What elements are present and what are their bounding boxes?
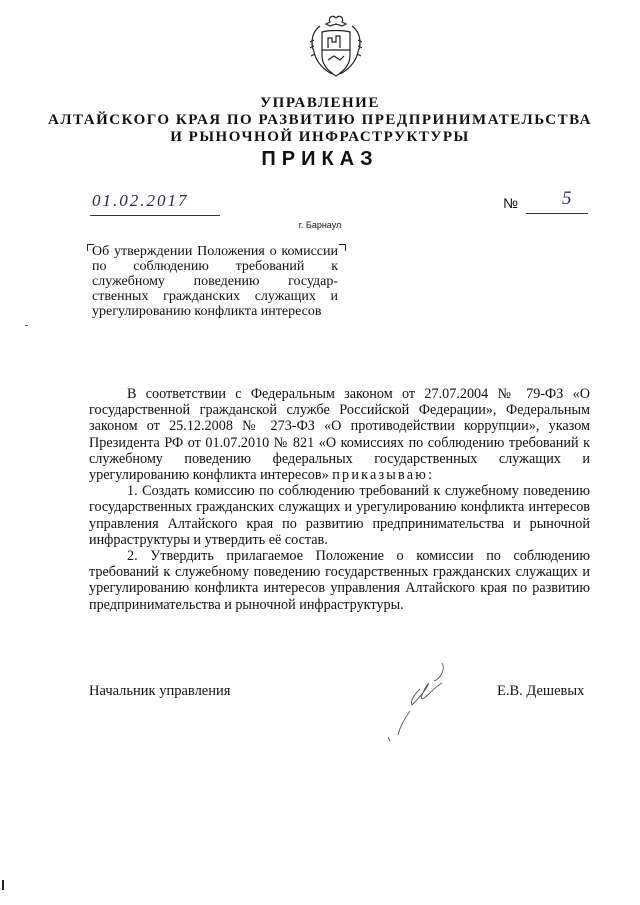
order-body [89,386,590,613]
document-type-title: ПРИКАЗ [261,148,379,170]
order-number: 5 [562,188,572,209]
coat-of-arms-icon [300,12,372,84]
command-word: приказываю: [332,467,435,484]
subject-corner-right [339,244,346,251]
signatory-title: Начальник управления [89,683,231,699]
number-field [526,195,588,214]
signatory-name: Е.В. Дешевых [497,683,585,699]
order-date: 01.02.2017 [92,191,189,210]
org-name-line-3: И РЫНОЧНОЙ ИНФРАСТРУКТУРЫ [170,129,470,145]
body-paragraph-item-1: 1. Создать комиссию по соблюдению требований к служебному поведению государственных гражданских служащих и урегулированию конфликта интересов управления Алтайского края по развитию предпринимательства и рыночной инфраструктуры и утвердить её состав. [89,483,590,548]
city-label: г. Барнаул [298,220,342,230]
body-paragraph-preamble [89,386,590,483]
body-paragraph-item-2: 2. Утвердить прилагаемое Положение о комиссии по соблюдению требований к служебному поведению государственных гражданских служащих и урегулированию конфликта интересов управления Алтайского края по развитию предпринимательства и рыночной инфраструктуры. [89,548,590,613]
org-name-line-1: УПРАВЛЕНИЕ [260,95,380,111]
number-label: № [503,195,519,211]
scan-speck [2,880,4,890]
preamble-text: В соответствии с Федеральным законом от 27.07.2004 № 79-ФЗ «О государственной гражданской службе Российской Федерации», Федеральным законом от 25.12.2008 № 273-ФЗ «О противодействии коррупции», указом Президента РФ от 01.07.2010 № 821 «О комиссиях по соблюдению требований к служебному поведению федеральных государственных служащих и урегулированию конфликта интересов» [89,386,590,484]
handwritten-signature [380,655,470,755]
org-name-line-2: АЛТАЙСКОГО КРАЯ ПО РАЗВИТИЮ ПРЕДПРИНИМАТЕЛЬСТВА [47,112,592,128]
order-subject: Об утверждении Положения о комиссии по соблюдению требований к служебному поведению государственных гражданских служащих и урегулированию конфликта интересов [92,244,338,319]
scan-speck [25,325,28,326]
